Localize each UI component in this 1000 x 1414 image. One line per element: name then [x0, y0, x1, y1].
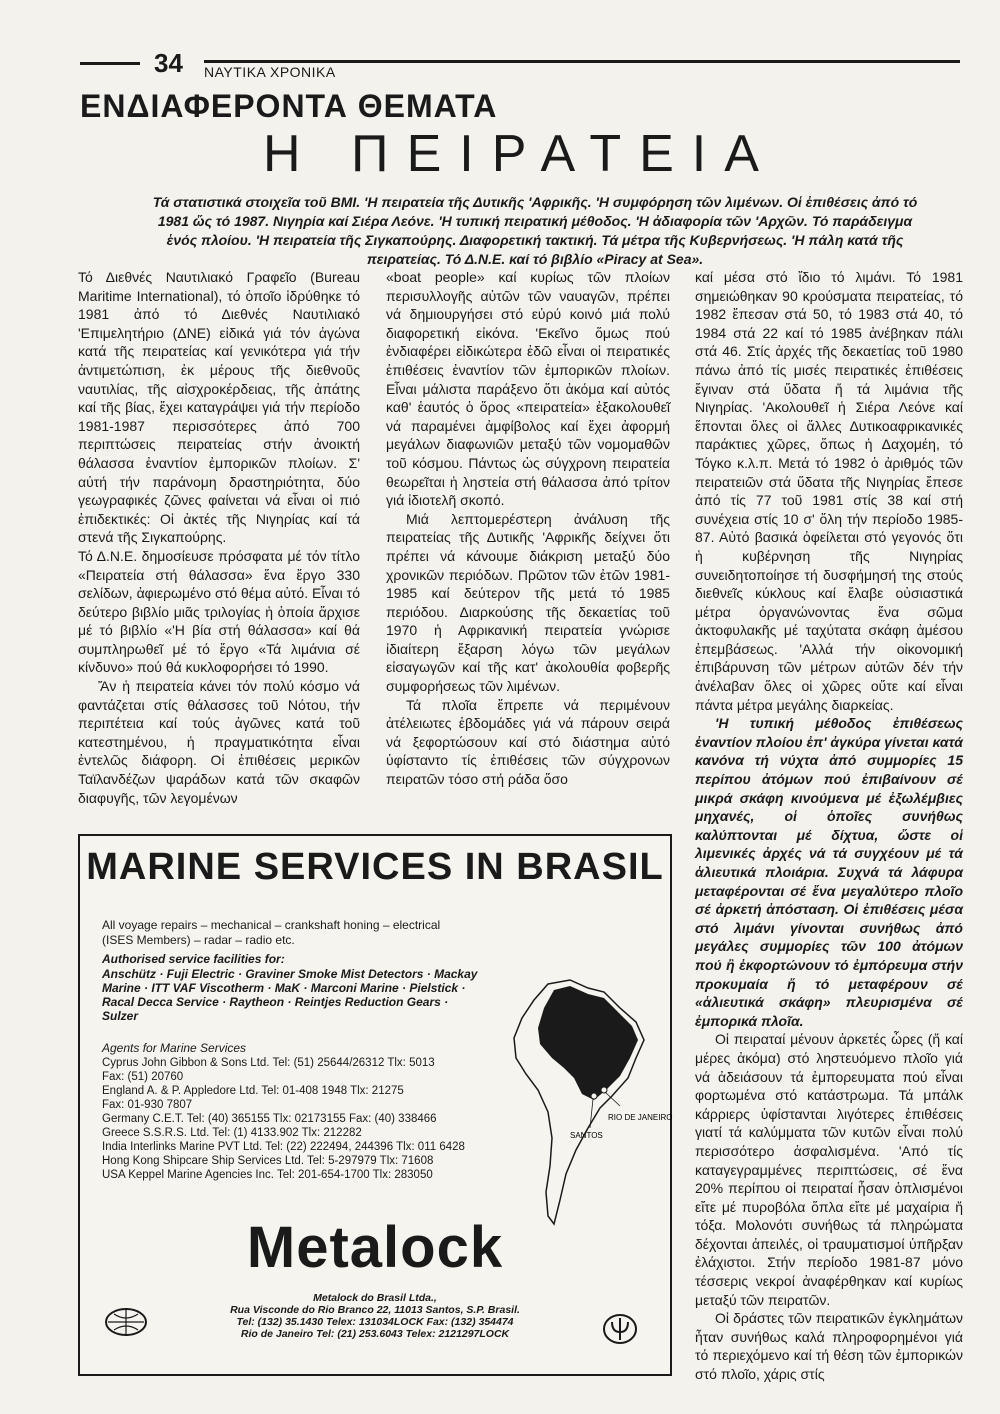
ad-agent-line: India Interlinks Marine PVT Ltd. Tel: (22) 222494, 244396 Tlx: 011 6428: [102, 1141, 465, 1153]
header-rule-right: [204, 60, 960, 63]
ad-address-line: Tel: (132) 35.1430 Telex: 131034LOCK Fax: (132) 354474: [236, 1316, 514, 1328]
paragraph: Τά πλοῖα ἔπρεπε νά περιμένουν ἀτέλειωτες ἑβδομάδες γιά νά πάρουν σειρά νά ξεφορτώσουν καί στό διάστημα αὐτό ὑφίσταντο τίς ἐπιθέσεις τῶν σύγχρονων πειρατῶν τόσο στή ράδα ὅσο: [386, 696, 670, 788]
ad-authorised-heading: Authorised service facilities for:: [102, 952, 285, 966]
santos-marker-icon: [591, 1093, 597, 1099]
advertisement: [78, 834, 672, 1376]
ad-title: MARINE SERVICES IN BRASIL: [86, 846, 664, 888]
paragraph: Ἄν ἡ πειρατεία κάνει τόν πολύ κόσμο νά φαντάζεται στίς θάλασσες τοῦ Νότου, τήν περιπέτεια καί τούς ἀγῶνες κατά τοῦ κατεστημένου, ἡ πραγματικότητα εἶναι ἐντελῶς διάφορη. Οἱ ἐπιθέσεις μερικῶν Ταϊλανδέζων ψαράδων κατά τῶν σκαφῶν διαφυγῆς, τῶν λεγομένων: [78, 678, 360, 806]
ad-agent-line: Fax: 01-930 7807: [102, 1099, 193, 1111]
ad-agent-line: USA Keppel Marine Agencies Inc. Tel: 201-654-1700 Tlx: 283050: [102, 1169, 433, 1181]
page-header: [80, 48, 960, 78]
page-number: 34: [154, 48, 183, 78]
paragraph: καί μέσα στό ἴδιο τό λιμάνι. Τό 1981 σημειώθηκαν 90 κρούσματα πειρατείας, τό 1982 ἔπεσαν στά 50, τό 1983 στά 40, τό 1984 στά 22 καί τό 1985 ἀνέβηκαν πάλι στά 46. Στίς ἀρχές τῆς δεκαετίας τοῦ 1980 πάνω ἀπό τίς μισές πειρατικές ἐπιθέσεις ἔγιναν στά ὕδατα ἤ τά λιμάνια τῆς Νιγηρίας. 'Ακολουθεῖ ἡ Σιέρα Λεόνε καί ἕπονται ὅλες οἱ ἄλλες Δυτικοαφρικανικές παράκτιες χῶρες, ὅπως ἡ Δαχομέη, τό Τόγκο κ.λ.π. Μετά τό 1982 ὁ ἀριθμός τῶν πειρατειῶν στά ὕδατα τῆς Νιγηρίας ἔπεσε ἀπό τίς 77 τοῦ 1981 στίς 38 καί στή συνέχεια στίς 10 σ' ὅλη τήν περίοδο 1985-87. Αὐτό βασικά ὀφείλεται στό γεγονός ὅτι ἡ κυβέρνηση τῆς Νιγηρίας συνειδητοποίησε τή δυσφήμησή της στούς διεθνεῖς κύκλους καί ἔλαβε οὐσιαστικά μέτρα ὀργανώνοντας ἕνα σῶμα ἀκτοφυλακῆς μέ ταχύτατα σκάφη ἀμέσου ἐπεμβάσεως. 'Αλλά τήν οἰκονομική ἐπιβάρυνση τῶν μέτρων αὐτῶν δέν τήν ἀνέλαβαν ὅλες οἱ χῶρες οὔτε καί εἶναι πάντα μέτρα μεγάλης διαρκείας.: [695, 269, 963, 713]
ad-agent-line: Fax: (51) 20760: [102, 1071, 184, 1083]
paragraph-highlight: 'Η τυπική μέθοδος ἐπιθέσεως ἐναντίον πλοίου ἐπ' ἀγκύρα γίνεται κατά κανόνα τή νύχτα ἀπό συμμορίες 15 περίπου ἀτόμων πού ἐπιβαίνουν σέ μικρά σκάφη κινούμενα μέ ἐξωλέμβιες μηχανές, οἱ ὁποῖες συνήθως καλύπτονται μέ δίχτυα, ὥστε οἱ λιμενικές ἀρχές νά τά συγχέουν μέ τά ἁλιευτικά πλοιάρια. Συχνά τά λάφυρα μεταφέρονται σέ ἕνα μεγαλύτερο πλοῖο σέ ἀρκετή ἀπόσταση. Οἱ ἐπιθέσεις μέσα στό λιμάνι γίνονται συνήθως ἀπό μεγάλες συμμορίες τῶν 100 ἀτόμων πού ἢ ἐκφορτώνουν τό ἐμπόρευμα στήν προκυμαία ἤ τό μεταφέρουν σέ «ἁλιευτικά σκάφη» πλευρισμένα σέ ἐμπορικά πλοῖα.: [695, 715, 963, 1029]
ad-address-line: Rua Visconde do Rio Branco 22, 11013 Santos, S.P. Brasil.: [230, 1304, 520, 1316]
paragraph: Τό Δ.Ν.Ε. δημοσίευσε πρόσφατα μέ τόν τίτλο «Πειρατεία στή θάλασσα» ἕνα ἔργο 330 σελίδων, ἀφιερωμένο στό θέμα αὐτό. Εἶναι τό δεύτερο βιβλίο μιᾶς τριλογίας ἡ ὁποία ἄρχισε μέ τό βιβλίο «'Η βία στή θάλασσα» καί θά συμπληρωθεῖ μέ τό ἔργο «Τά λιμάνια σέ κίνδυνο» πού θά κυκλοφορήσει τό 1990.: [78, 547, 360, 676]
ad-agent-line: Greece S.S.R.S. Ltd. Tel: (1) 4133.902 Tlx: 212282: [102, 1127, 362, 1139]
paragraph: Τό Διεθνές Ναυτιλιακό Γραφεῖο (Bureau Maritime International), τό ὁποῖο ἱδρύθηκε τό 1981 ἀπό τό Διεθνές Ναυτιλιακό 'Επιμελητήριο (ΔΝΕ) εἰδικά γιά τόν ἀγώνα κατά τῆς πειρατείας καί γενικότερα γιά τήν ἀντιμετώπιση, ἐκ μέρους τῆς διεθνοῦς ναυτιλίας, τῆς αἰσχροκέρδειας, τῆς ἀπάτης καί τῆς βίας, ἔχει καταγράψει γιά τήν περίοδο 1981-1987 περισσότερες ἀπό 700 περιπτώσεις πειρατείας στήν ἀνοικτή θάλασσα ἐναντίον ἐμπορικῶν πλοίων. Σ' αὐτή τήν παράνομη δραστηριότητα, δύο γεωγραφικές ζῶνες φαίνεται νά εἶναι οἱ πιό ἐπιδεκτικές: Οἱ ἀκτές τῆς Νιγηρίας καί τά στενά τῆς Σιγκαπούρης.: [78, 269, 360, 546]
ad-address-line: Metalock do Brasil Ltda.,: [313, 1292, 437, 1304]
ad-agent-line: England A. & P. Appledore Ltd. Tel: 01-408 1948 Tlx: 21275: [102, 1085, 404, 1097]
ad-authorised-list: Anschütz · Fuji Electric · Graviner Smoke Mist Detectors · Mackay Marine · ITT VAF Viscotherm · MaK · Marconi Marine · Pielstick · Racal Decca Service · Raytheon · Reintjes Reduction Gears · Sulzer: [102, 967, 478, 1023]
article-column-1: [78, 268, 360, 823]
article-column-3: [695, 268, 963, 1383]
south-america-map: [508, 978, 673, 1228]
rio-label: RIO DE JANEIRO: [608, 1113, 673, 1122]
ad-agent-line: Cyprus John Gibbon & Sons Ltd. Tel: (51) 25644/26312 Tlx: 5013: [102, 1057, 435, 1069]
ad-agent-line: Germany C.E.T. Tel: (40) 365155 Tlx: 02173155 Fax: (40) 338466: [102, 1113, 437, 1125]
paragraph: Οἱ πειραταί μένουν ἀρκετές ὧρες (ἤ καί μέρες ἀκόμα) στό ληστευόμενο πλοῖο γιά νά ἀδειάσουν τά ἐμπορευματα πού εἶναι φορτωμένα στό κατάστρωμα. Τά μπάλκ κάρριερς ὑφίστανται λιγότερες ἐπιθέσεις γιατί τά καλύμματα τῶν κυτῶν εἶναι πολύ περισσότερο ἀσφαλισμένα. 'Από τίς καταγεγραμμένες περιπτώσεις, σέ ἕνα 20% περίπου οἱ πειραταί ἦσαν ὁπλισμένοι εἴτε μέ πυροβόλα ὅπλα εἴτε μέ μαχαίρια ἤ τόξα. Μολονότι συνήθως τά πληρώματα δέχονται ἀπειλές, οἱ τραυματισμοί ὑπῆρξαν ἐλάχιστοι. Στήν περίοδο 1981-87 μόνο τέσσερις νεκροί ἀναφέρθηκαν καί κυρίως μεταξύ τῶν πειρατῶν.: [695, 1031, 963, 1308]
ad-agent-line: Hong Kong Shipcare Ship Services Ltd. Tel: 5-297979 Tlx: 71608: [102, 1155, 434, 1167]
article-title: Η ΠΕΙΡΑΤΕΙΑ: [263, 125, 777, 183]
metalock-logo: Metalock: [246, 1215, 504, 1280]
ad-address: [80, 1292, 670, 1340]
ad-agents-heading: Agents for Marine Services: [102, 1041, 247, 1055]
ad-intro: All voyage repairs – mechanical – crankshaft honing – electrical (ISES Members) – radar – radio etc.: [102, 918, 441, 947]
santos-label: SANTOS: [570, 1131, 603, 1140]
trident-emblem-icon: [600, 1312, 640, 1346]
paragraph: Μιά λεπτομερέστερη ἀνάλυση τῆς πειρατείας τῆς Δυτικῆς 'Αφρικῆς δείχνει ὅτι πρέπει νά κάνουμε διάκριση μεταξύ δύο χρονικῶν περιόδων. Πρῶτον τῶν ἐτῶν 1981-1985 καί δεύτερον τῆς μετά τό 1985 περιόδου. Διαρκούσης τῆς δεκαετίας τοῦ 1970 ἡ Αφρικανική πειρατεία γνώρισε ἰδιαίτερη ἔξαρση λόγω τῶν μεγάλων εἰσαγωγῶν καί τῆς κατ' ἀκολουθία φοβερῆς συμφορήσεως τῶν λιμένων.: [386, 510, 670, 695]
rio-marker-icon: [601, 1087, 607, 1093]
publication-name: ΝΑΥΤΙΚΑ ΧΡΟΝΙΚΑ: [204, 64, 336, 80]
header-rule-left: [80, 62, 140, 65]
section-title: ΕΝΔΙΑΦΕΡΟΝΤΑ ΘΕΜΑΤΑ: [80, 88, 498, 124]
paragraph: «boat people» καί κυρίως τῶν πλοίων περισυλλογῆς αὐτῶν τῶν ναυαγῶν, πρέπει νά δημιουργήσει στό εὐρύ κοινό μιά πολύ διαφορετική εἰκόνα. 'Εκεῖνο ὅμως πού ἐνδιαφέρει εἰδικώτερα ἐδῶ εἶναι οἱ πειρατικές ἐπιθέσεις ἐναντίον τῶν ἐμπορικῶν πλοίων. Εἶναι μάλιστα παράξενο ὅτι ἀκόμα καί αὐτός καθ' ἑαυτός ὁ ὅρος «πειρατεία» ἐξακολουθεῖ νά παραμένει ἀμφίβολος καί ἔχει ἀφορμή μεγάλων διαφωνιῶν μεταξύ τῶν νομομαθῶν τοῦ κόσμου. Πάντως ὡς σύγχρονη πειρατεία θεωρεῖται ἡ ληστεία στή θάλασσα ἀπό τρίτον γιά ἰδιοτελῆ σκοπό.: [386, 269, 670, 509]
paragraph: Οἱ δράστες τῶν πειρατικῶν ἐγκλημάτων ἦταν συνήθως καλά πληροφορημένοι γιά τό περιεχόμενο καί τή θέση τῶν ἐμπορικών στό πλοῖο, χάρις στίς: [695, 1310, 963, 1383]
article-summary: Τά στατιστικά στοιχεῖα τοῦ ΒΜΙ. 'Η πειρατεία τῆς Δυτικῆς 'Αφρικῆς. 'Η συμφόρηση τῶν λιμένων. Οἱ ἐπιθέσεις ἀπό τό 1981 ὥς τό 1987. Νιγηρία καί Σιέρα Λεόνε. 'Η τυπική πειρατική μέθοδος. 'Η ἀδιαφορία τῶν 'Αρχῶν. Τό παράδειγμα ἑνός πλοίου. 'Η πειρατεία τῆς Σιγκαπούρης. Διαφορετική τακτική. Τά μέτρα τῆς Κυβερνήσεως. 'Η πάλη κατά τῆς πειρατείας. Τό Δ.Ν.Ε. καί τό βιβλίο «Piracy at Sea».: [152, 194, 918, 267]
ad-address-line: Rio de Janeiro Tel: (21) 253.6043 Telex: 2121297LOCK: [240, 1328, 510, 1340]
article-column-2: [386, 268, 670, 823]
